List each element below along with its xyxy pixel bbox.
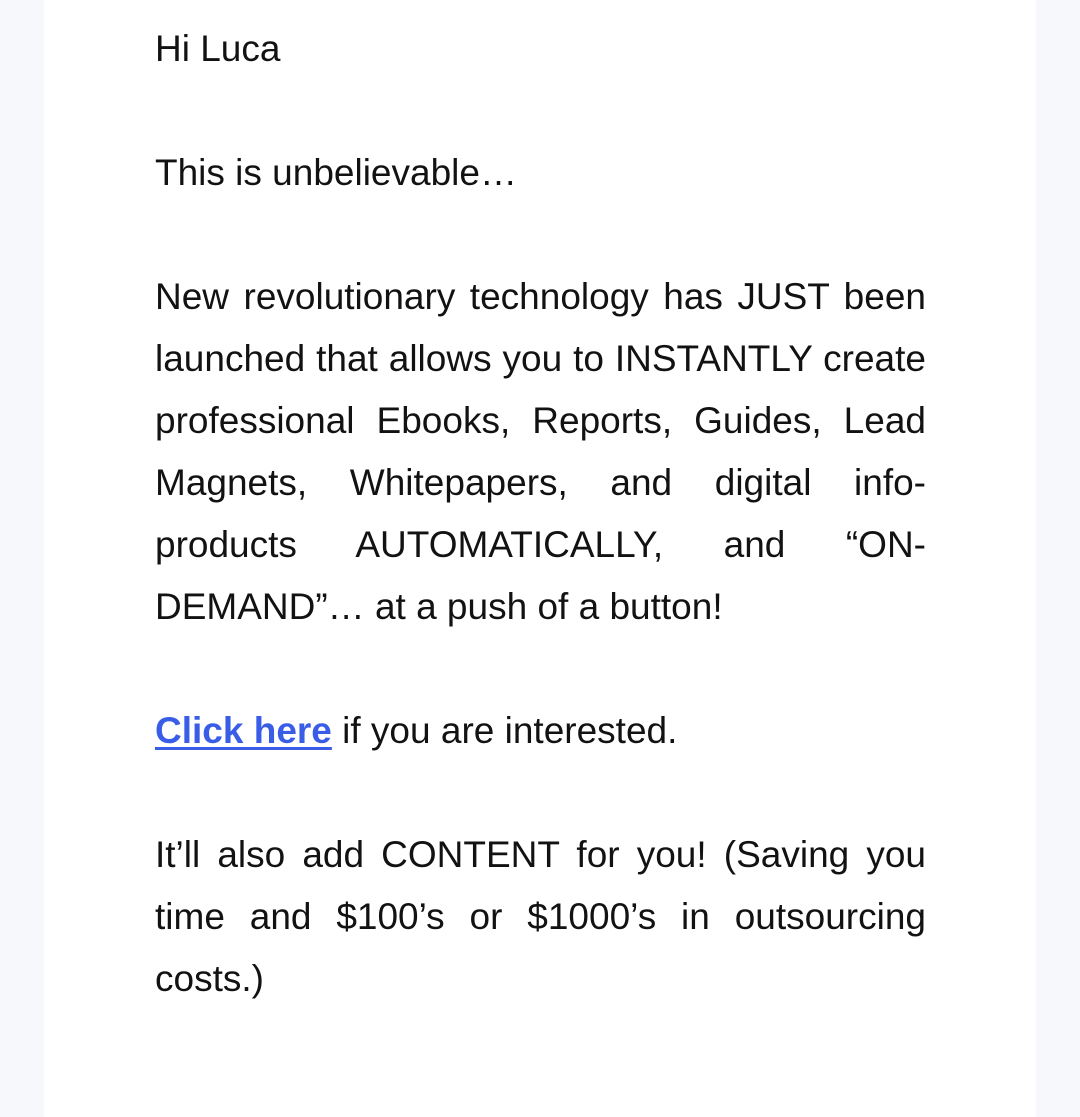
product-description-paragraph <box>155 266 926 638</box>
call-to-action-text: if you are interested. <box>331 710 678 751</box>
content-benefit-paragraph <box>155 824 926 1010</box>
greeting-text: Hi Luca <box>155 28 281 69</box>
email-body <box>155 18 926 1010</box>
call-to-action-line <box>155 700 926 762</box>
greeting-line <box>155 18 926 80</box>
click-here-link[interactable]: Click here <box>155 710 332 751</box>
intro-line <box>155 142 926 204</box>
content-benefit-text: It’ll also add CONTENT for you! (Saving you time and $100’s or $1000’s in outsourcing costs.) <box>155 834 926 999</box>
product-description-text: New revolutionary technology has JUST been launched that allows you to INSTANTLY create professional Ebooks, Reports, Guides, Lead Magnets, Whitepapers, and digital info-products AUTOMATICALLY, and “ON-DEMAND”… at a push of a button! <box>155 276 926 627</box>
intro-text: This is unbelievable… <box>155 152 517 193</box>
